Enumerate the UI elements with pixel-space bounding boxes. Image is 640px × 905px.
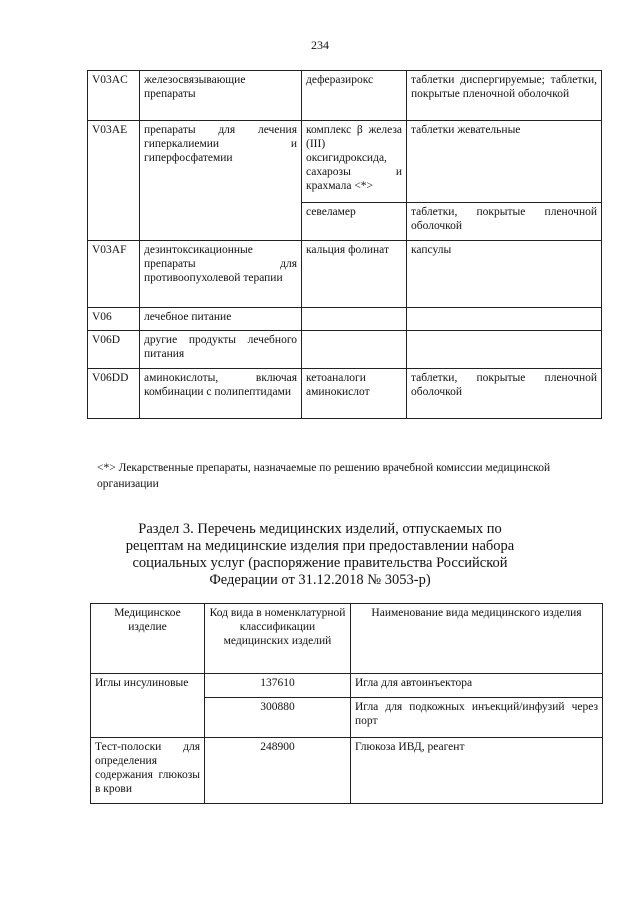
atc-code-cell: V03AE xyxy=(88,121,140,241)
atc-code-cell: V03AC xyxy=(88,71,140,121)
group-cell: препараты для лечения гиперкалиемии и гиперфосфатемии xyxy=(140,121,302,241)
group-cell: лечебное питание xyxy=(140,308,302,331)
table-row xyxy=(88,121,602,203)
inn-cell xyxy=(302,331,407,369)
header-name: Наименование вида медицинского изделия xyxy=(351,604,603,674)
device-table xyxy=(90,603,603,804)
table-row xyxy=(88,71,602,121)
section-heading: Раздел 3. Перечень медицинских изделий, отпускаемых по рецептам на медицинские изделия при предоставлении набора социальных услуг (распоряжение правительства Российской Федерации от 31.12.2018 № 3053-р) xyxy=(125,521,515,588)
name-cell: Глюкоза ИВД, реагент xyxy=(351,738,603,804)
header-device: Медицинское изделие xyxy=(91,604,205,674)
table-row xyxy=(91,738,603,804)
name-cell: Игла для подкожных инъекций/инфузий через порт xyxy=(351,698,603,738)
table-row xyxy=(88,369,602,419)
group-cell: другие продукты лечебного питания xyxy=(140,331,302,369)
table-row xyxy=(88,241,602,308)
table-row xyxy=(91,674,603,698)
atc-code-cell: V06D xyxy=(88,331,140,369)
form-cell: капсулы xyxy=(407,241,602,308)
code-cell: 300880 xyxy=(205,698,351,738)
group-cell: дезинтоксикационные препараты для противоопухолевой терапии xyxy=(140,241,302,308)
inn-cell: деферазирокс xyxy=(302,71,407,121)
group-cell: аминокислоты, включая комбинации с полипептидами xyxy=(140,369,302,419)
device-cell: Тест-полоски для определения содержания глюкозы в крови xyxy=(91,738,205,804)
drug-table xyxy=(87,70,602,419)
inn-cell: севеламер xyxy=(302,203,407,241)
code-cell: 137610 xyxy=(205,674,351,698)
footnote: <*> Лекарственные препараты, назначаемые по решению врачебной комиссии медицинской организации xyxy=(97,462,551,490)
page-number: 234 xyxy=(311,38,329,52)
table-row xyxy=(88,308,602,331)
form-cell xyxy=(407,308,602,331)
form-cell: таблетки диспергируемые; таблетки, покрытые пленочной оболочкой xyxy=(407,71,602,121)
device-cell: Иглы инсулиновые xyxy=(91,674,205,738)
header-code: Код вида в номенклатурной классификации медицинских изделий xyxy=(205,604,351,674)
atc-code-cell: V06 xyxy=(88,308,140,331)
inn-cell: кетоаналоги аминокислот xyxy=(302,369,407,419)
group-cell: железосвязывающие препараты xyxy=(140,71,302,121)
inn-cell: кальция фолинат xyxy=(302,241,407,308)
form-cell: таблетки жевательные xyxy=(407,121,602,203)
name-cell: Игла для автоинъектора xyxy=(351,674,603,698)
inn-cell: комплекс β железа (III) оксигидроксида, сахарозы и крахмала <*> xyxy=(302,121,407,203)
atc-code-cell: V06DD xyxy=(88,369,140,419)
form-cell: таблетки, покрытые пленочной оболочкой xyxy=(407,369,602,419)
table-header-row xyxy=(91,604,603,674)
table-row xyxy=(88,331,602,369)
code-cell: 248900 xyxy=(205,738,351,804)
form-cell xyxy=(407,331,602,369)
inn-cell xyxy=(302,308,407,331)
atc-code-cell: V03AF xyxy=(88,241,140,308)
form-cell: таблетки, покрытые пленочной оболочкой xyxy=(407,203,602,241)
